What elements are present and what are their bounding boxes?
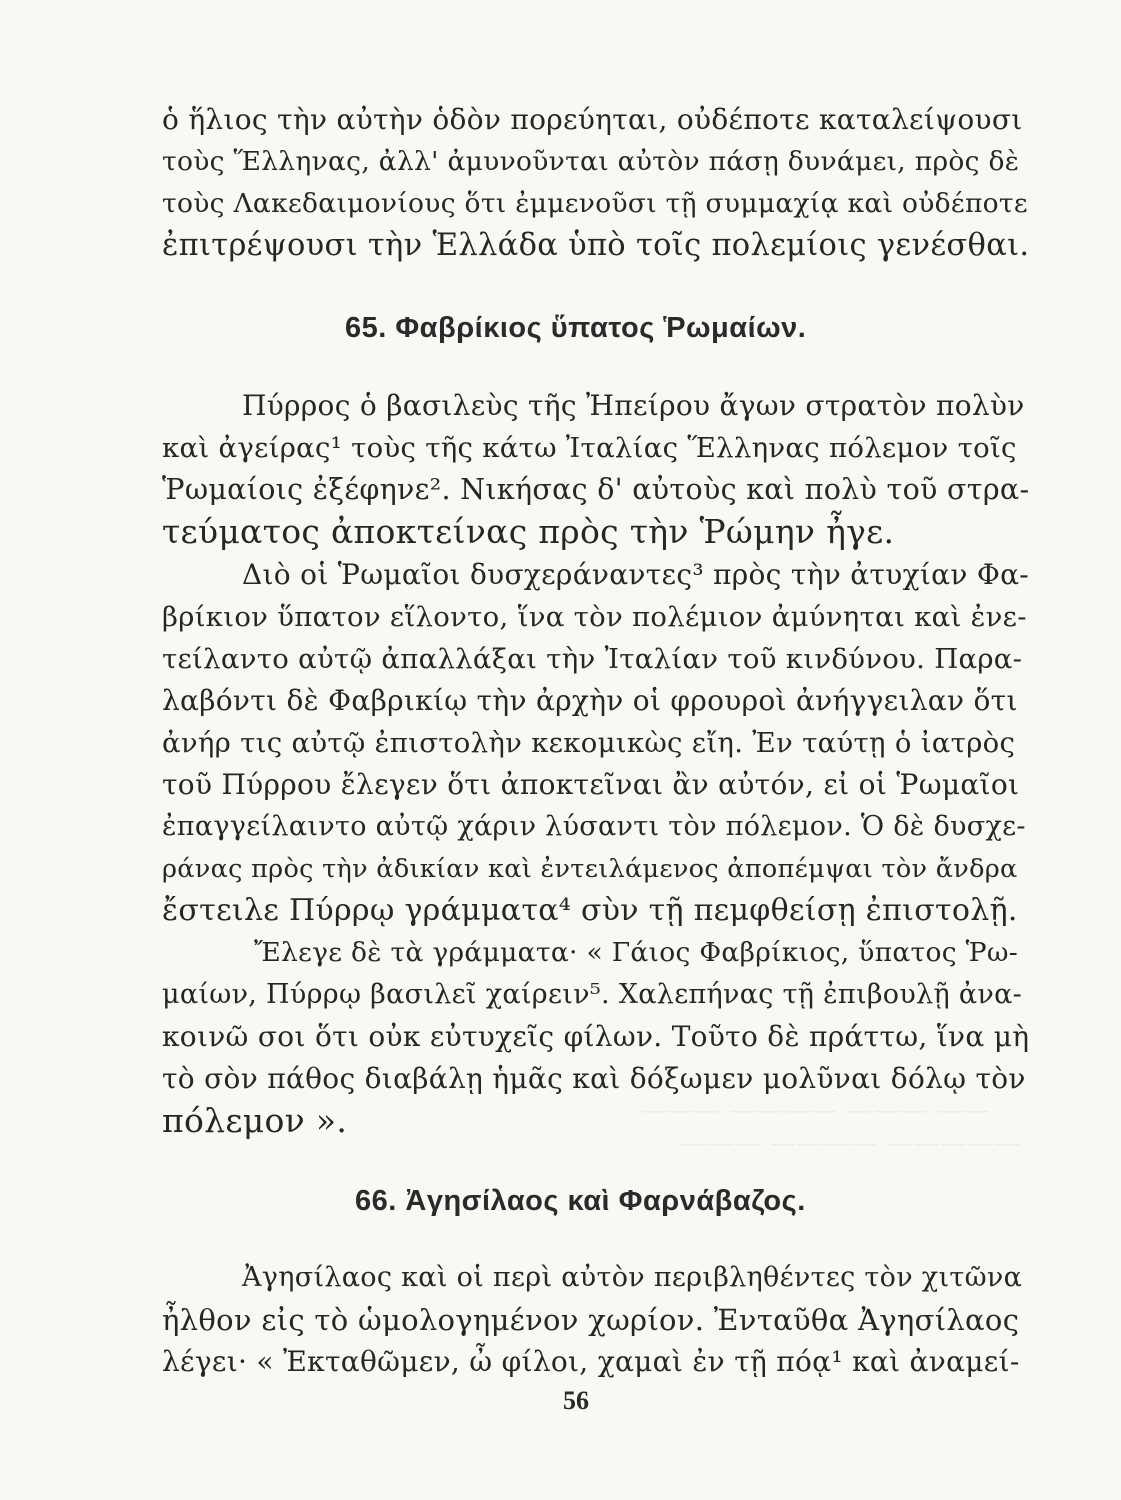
show-through-texture: ——— ———— ——— —— [640,1095,990,1126]
text-line: Πύρρος ὁ βασιλεὺς τῆς Ἠπείρου ἄγων στρατὸν πολὺν [242,389,1025,422]
text-line: μαίων, Πύρρῳ βασιλεῖ χαίρειν⁵. Χαλεπήνας τῇ ἐπιβουλῇ ἀνα- [162,979,1023,1010]
text-line: καὶ ἀγείρας¹ τοὺς τῆς κάτω Ἰταλίας Ἕλληνας πόλεμον τοῖς [162,432,1017,464]
text-line: ὁ ἥλιος τὴν αὐτὴν ὁδὸν πορεύηται, οὐδέποτε καταλείψουσι [162,103,1023,136]
text-line: βρίκιον ὕπατον εἵλοντο, ἵνα τὸν πολέμιον ἀμύνηται καὶ ἐνε- [162,601,1027,633]
text-line: κοινῶ σοι ὅτι οὐκ εὐτυχεῖς φίλων. Τοῦτο δὲ πράττω, ἵνα μὴ [162,1020,1030,1053]
text-line: Ῥωμαίοις ἐξέφηνε². Νικήσας δ' αὐτοὺς καὶ πολὺ τοῦ στρα- [162,473,1030,506]
text-line: τοὺς Λακεδαιμονίους ὅτι ἐμμενοῦσι τῇ συμμαχίᾳ καὶ οὐδέποτε [162,188,1028,219]
text-line: τὸ σὸν πάθος διαβάλῃ ἡμᾶς καὶ δόξωμεν μολῦναι δόλῳ τὸν [162,1062,1026,1095]
text-line: Διὸ οἱ Ῥωμαῖοι δυσχεράναντες³ πρὸς τὴν ἀτυχίαν Φα- [242,558,1030,591]
text-line: λέγει· « Ἐκταθῶμεν, ὦ φίλοι, χαμαὶ ἐν τῇ πόᾳ¹ καὶ ἀναμεί- [162,1345,1020,1378]
text-line: ράνας πρὸς τὴν ἀδικίαν καὶ ἐντειλάμενος ἀποπέμψαι τὸν ἄνδρα [162,854,1018,884]
text-line: ἐπαγγείλαιντο αὐτῷ χάριν λύσαντι τὸν πόλεμον. Ὁ δὲ δυσχε- [162,811,1026,842]
text-line: τείλαντο αὐτῷ ἀπαλλάξαι τὴν Ἰταλίαν τοῦ κινδύνου. Παρα- [162,643,1023,675]
text-line: ἀνήρ τις αὐτῷ ἐπιστολὴν κεκομικὼς εἴη. Ἐν ταύτῃ ὁ ἰατρὸς [162,727,1016,759]
text-line: τεύματος ἀποκτείνας πρὸς τὴν Ῥώμην ἦγε. [162,512,895,551]
show-through-texture: ——— ———— ————— [680,1128,1022,1159]
text-line: τοὺς Ἕλληνας, ἀλλ' ἀμυνοῦνται αὐτὸν πάσῃ δυνάμει, πρὸς δὲ [162,146,1020,177]
text-line: ἐπιτρέψουσι τὴν Ἑλλάδα ὑπὸ τοῖς πολεμίοις γενέσθαι. [162,228,1030,263]
section-heading-65: 65. Φαβρίκιος ὕπατος Ῥωμαίων. [345,312,807,344]
text-line: λαβόντι δὲ Φαβρικίῳ τὴν ἀρχὴν οἱ φρουροὶ ἀνήγγειλαν ὅτι [162,684,1018,717]
text-line: Ἀγησίλαος καὶ οἱ περὶ αὐτὸν περιβληθέντες τὸν χιτῶνα [242,1262,1023,1293]
section-heading-66: 66. Ἀγησίλαος καὶ Φαρνάβαζος. [355,1185,806,1217]
text-line: τοῦ Πύρρου ἔλεγεν ὅτι ἀποκτεῖναι ἂν αὐτόν, εἰ οἱ Ῥωμαῖοι [162,768,1020,801]
text-line: Ἔλεγε δὲ τὰ γράμματα· « Γάιος Φαβρίκιος, ὕπατος Ῥω- [254,937,1019,968]
text-line: ἔστειλε Πύρρῳ γράμματα⁴ σὺν τῇ πεμφθείσῃ ἐπιστολῇ. [162,893,1018,928]
text-line: πόλεμον ». [162,1101,348,1140]
page-number: 56 [563,1386,589,1415]
text-line: ἦλθον εἰς τὸ ὡμολογημένον χωρίον. Ἐνταῦθα Ἀγησίλαος [162,1303,1020,1337]
